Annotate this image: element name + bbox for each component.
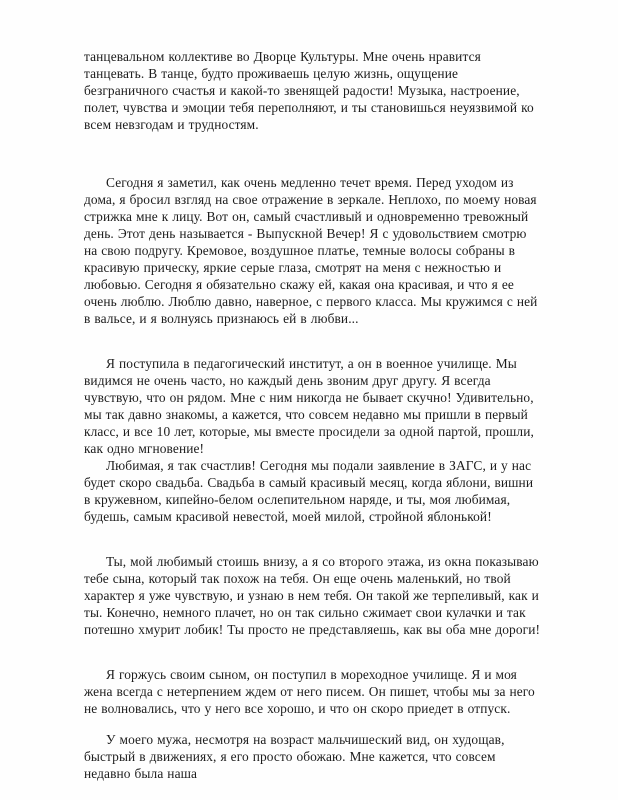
paragraph: танцевальном коллективе во Дворце Культуры. Мне очень нравится танцевать. В танце, будто проживаешь целую жизнь, ощущение безграничного счастья и какой-то звенящей радости! Музыка, настроение, полет, чувства и эмоции тебя переполняют, и ты становишься неуязвимой ко всем невзгодам и трудностям. bbox=[84, 49, 534, 132]
paragraph: У моего мужа, несмотря на возраст мальчишеский вид, он худощав, быстрый в движениях, я его просто обожаю. Мне кажется, что совсем недавно была наша bbox=[84, 732, 505, 781]
paragraph: Ты, мой любимый стоишь внизу, а я со второго этажа, из окна показываю тебе сына, который так похож на тебя. Он еще очень маленький, но твой характер я уже чувствую, и узнаю в нем тебя. Он такой же терпеливый, как и ты. Конечно, немного плачет, но он так сильно сжимает свои кулачки и так потешно хмурит лобик! Ты просто не представляешь, как вы оба мне дороги! bbox=[84, 554, 541, 637]
paragraph: Сегодня я заметил, как очень медленно течет время. Перед уходом из дома, я бросил взгляд на свое отражение в зеркале. Неплохо, по моему новая стрижка мне к лицу. Вот он, самый счастливый и одновременно тревожный день. Этот день называется - Выпускной Вечер! Я с удовольствием смотрю на свою подругу. Кремовое, воздушное платье, темные волосы собраны в красивую прическу, яркие серые глаза, смотрят на меня с нежностью и любовью. Сегодня я обязательно скажу ей, какая она красивая, и что я ее очень люблю. Люблю давно, наверное, с первого класса. Мы кружимся с ней в вальсе, и я волнуясь признаюсь ей в любви... bbox=[84, 175, 538, 326]
paragraph: Я поступила в педагогический институт, а он в военное училище. Мы видимся не очень часто, но каждый день звоним друг другу. Я всегда чувствую, что он рядом. Мне с ним никогда не бывает скучно! Удивительно, мы так давно знакомы, а кажется, что совсем недавно мы пришли в первый класс, и все 10 лет, которые, мы вместе просидели за одной партой, прошли, как одно мгновение! bbox=[84, 356, 534, 456]
paragraph: Я горжусь своим сыном, он поступил в мореходное училище. Я и моя жена всегда с нетерпением ждем от него писем. Он пишет, чтобы мы за него не волновались, что у него все хорошо, и что он скоро приедет в отпуск. bbox=[84, 667, 535, 716]
text-block bbox=[84, 48, 542, 782]
paragraph: Любимая, я так счастлив! Сегодня мы подали заявление в ЗАГС, и у нас будет скоро свадьба. Свадьба в самый красивый месяц, когда яблони, вишни в кружевном, кипейно-белом ослепительном наряде, и ты, моя любимая, будешь, самым красивой невестой, моей милой, стройной яблонькой! bbox=[84, 458, 534, 524]
